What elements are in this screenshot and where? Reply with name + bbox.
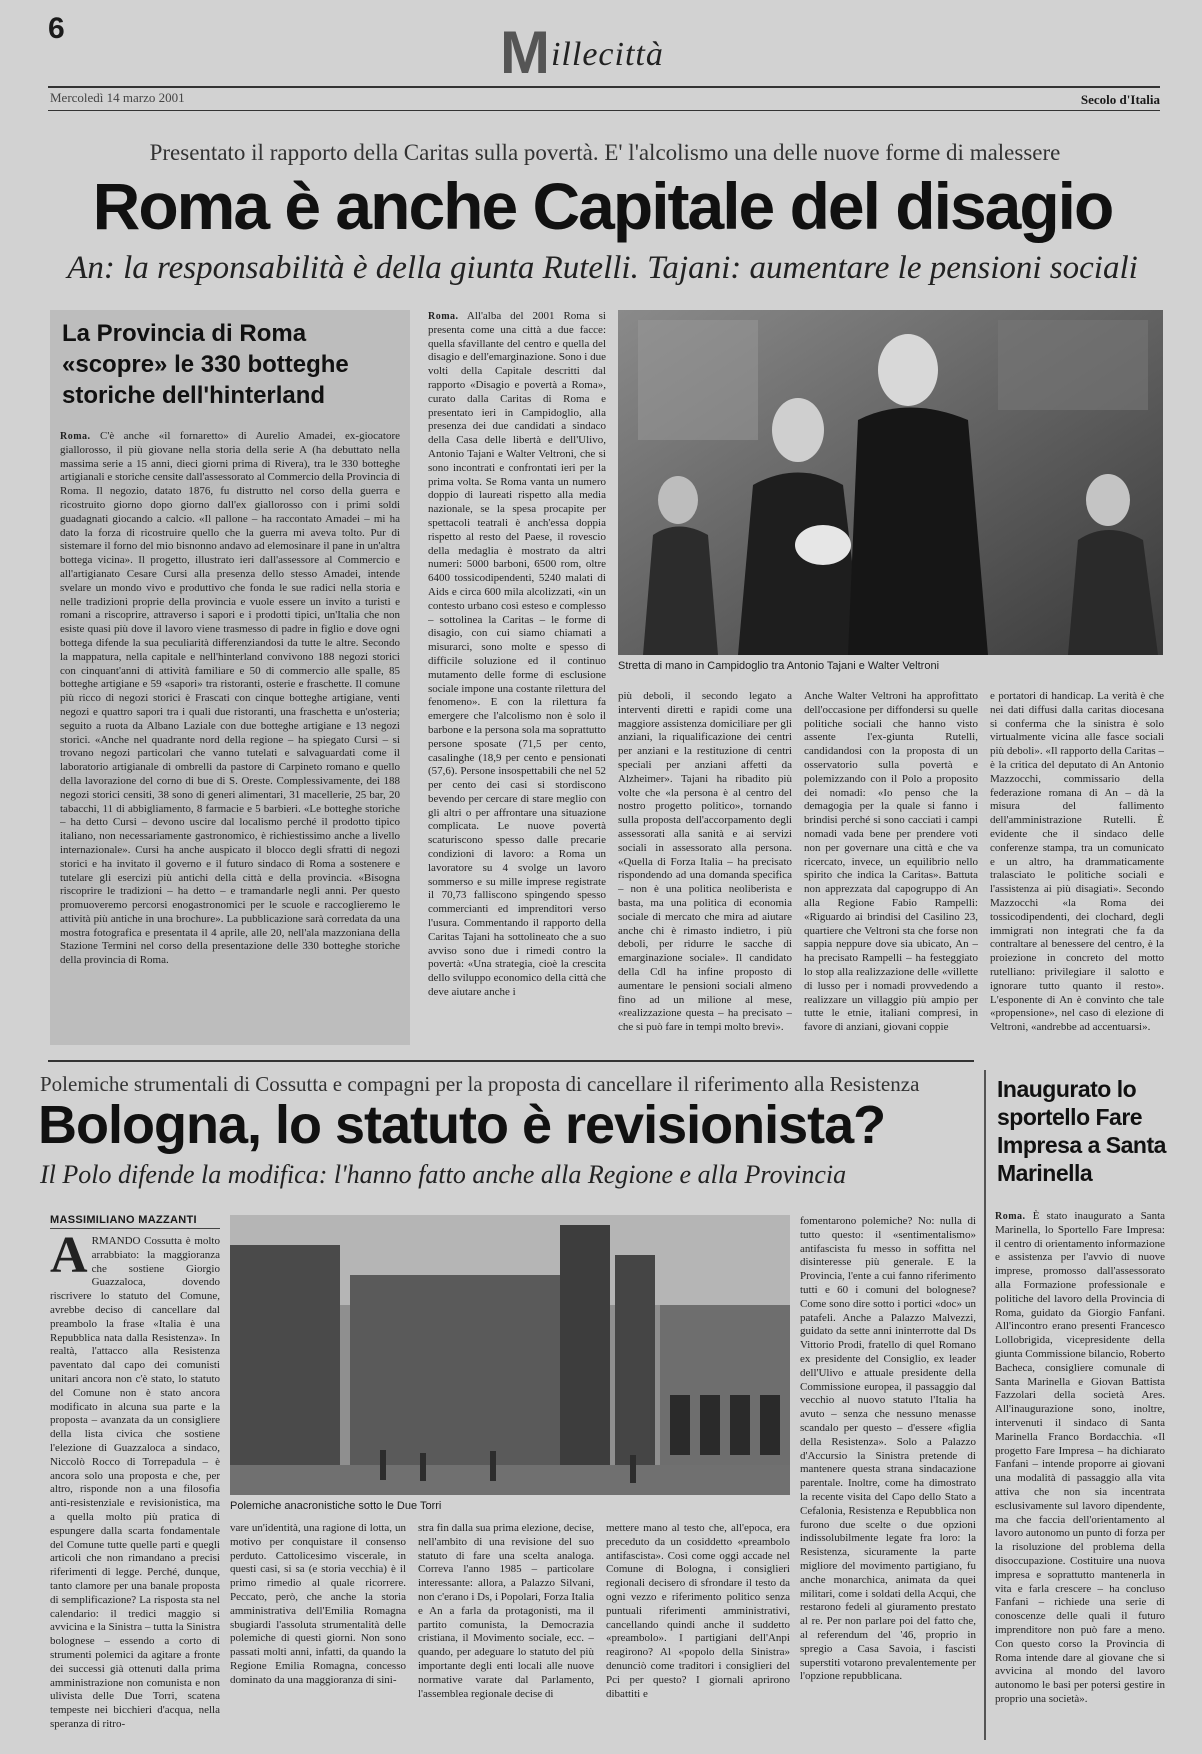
bologna-col-4: mettere mano al testo che, all'epoca, era preceduto da un cosiddetto «preambolo antifascista». Così come oggi accade nel Comune di Bologna, i consiglieri regionali decisero di sfrondare il testo da ogni vezzo e riferimento politico senza puntuali riferimenti amministrativi, cancellando quindi anche il suddetto «preambolo». I partigiani dell'Anpi reagirono? Al «popolo della Sinistra» denunciò come traditori i consiglieri del Pci per questo? I giornali aprirono dibattiti e [606, 1522, 790, 1700]
section-initial: M [500, 19, 551, 86]
masthead-rule-top [48, 86, 1160, 88]
bologna-col-1 [50, 1235, 220, 1740]
bologna-col-1-text: RMANDO Cossutta è molto arrabbiato: la maggioranza che sostiene Giorgio Guazzaloca, dovendo riscrivere lo statuto del Comune, avrebbe deciso di cancellare dal preambolo la frase «Italia è una Repubblica nata dalla Resistenza». In realtà, l'attacco alla Resistenza paventato dal capo dei comunisti unitari ancora non c'è stato, lo statuto del Comune non è stato ancora modificato in alcuna sua parte e la proposta – avanzata da un consigliere della lista civica che sostiene l'elezione di Guazzaloca a sindaco, Niccolò Rocco di Torrepadula – è ancora solo una proposta e che, per altro, risponde non a una filosofia anti-resistenziale e revisionistica, ma a quella molto più pratica di espungere dalla scarta fondamentale del Comune tutte quelle parti e quegli articoli che non rimandano a precisi riferimenti di legge. Perché, dunque, tanto clamore per una banale proposta di semplificazione? La risposta sta nel calendario: il tredici maggio si avvicina e la Sinistra – tutta la Sinistra bolognese – essendo a corto di strumenti polemici da agitare a fronte dei successi già ottenuti dalla prima amministrazione non comunista e non ulivista delle Due Torri, scatena tempeste nei bicchieri d'acqua, nella speranza di ritro- [50, 1235, 220, 1730]
towers-photo-icon [230, 1215, 790, 1495]
bologna-headline: Bologna, lo statuto è revisionista? [38, 1095, 886, 1155]
lead-headline: Roma è anche Capitale del disagio [92, 169, 1113, 243]
bologna-col-5: fomentarono polemiche? No: nulla di tutto questo: il «sentimentalismo» antifascista fu messo in soffitta nel disinteresse più generale. E la Provincia, l'ente a cui fanno riferimento tutti e 60 i comuni del bolognese? Come sono dire sotto i portici «doc» un patafeli. Anche a Palazzo Malvezzi, guidato da sette anni ininterrotte dal Ds Vittorio Prodi, fratello di quel Romano ex presidente del Consiglio, ex leader dell'Ulivo e attuale presidente della Commissione europea, il passaggio dal vecchio al nuovo statuto l'Italia ha avuto – senza che nessuno menasse scandalo per questo – d'essere «figlia della Resistenza». Solo a Palazzo d'Accursio la Sinistra pretende di mantenere questa strana sindacazione parentale. Inoltre, come ha dimostrato la recente visita del Capo dello Stato a Cefalonia, Resistenza e Repubblica non furono due scelte o due opzioni indissolubilmente legate fra loro: la Resistenza, sicuramente la parte migliore del movimento partigiano, fu anche monarchica, animata da quei militari, come i soldati della Acqui, che restarono fedeli al giuramento prestato al re. Per non parlare poi del fatto che, al referendum del '46, proprio in spregio a Casa Savoia, i fascisti superstiti votarono prevalentemente per l'opzione repubblicana. [800, 1215, 976, 1683]
side-text: C'è anche «il fornaretto» di Aurelio Amadei, ex-giocatore giallorosso, il più giovane nella storia della serie A (ha debuttato nella massima serie a 15 anni, dieci giorni prima di Rivera), tra le 330 botteghe artigianali e storiche censite dall'assessorato al Commercio della Provincia di Roma. Il negozio, datato 1876, fu distrutto nel corso della guerra e ricostruito giorno dopo giorno dall'ex giallorosso con i primi soldi guadagnati giocando a calcio. «Il pallone – ha raccontato Amadei – mi ha dato la forza di ricostruire quello che la guerra mi aveva tolto. Pur di sistemare il forno del mio bisnonno andavo ad elemosinare il pane in un'altra bottega vicina». Il progetto, illustrato ieri dall'assessore al Commercio e all'artigianato Cesare Cursi alla presenza dello stesso Amadei, intende svelare un mondo vivo e produttivo che fonda le sue radici nella storia e nelle tradizioni proprie della provincia e vuole essere un invito a turisti e romani a riscoprire, attraverso i sapori e i prodotti tipici, un'Italia che non esiste quasi più dove il lavoro viene trasmesso di padre in figlio e dove ogni bottega difende la sua peculiarità differenziandosi da tutte le altre. Secondo la mappatura, nella capitale e nell'hinterland convivono 188 negozi storici con cinquant'anni di attività familiare e 50 di commercio alle spalle, 85 botteghe artigiane e 59 «sapori» tra ristoranti, osterie e fraschette. Il comune più ricco di negozi storici è Frascati con cinque botteghe artigiane, venti negozi e quattro sapori tra i quali due ristoranti, una fraschetta e un'osteria; seguito a ruota da Albano Laziale con due botteghe artigiane e 13 negozi storici. «Anche nel quadrante nord della regione – ha spiegato Cursi – si trovano negozi particolari che vanno tutelati e salvaguardati come il laboratorio artigianale di ombrelli da pastore di Carpineto romano e quello della lavorazione del corno di bue di S. Oreste. Complessivamente, dei 188 negozi storici censiti, 38 sono di generi alimentari, 31 macellerie, 25 bar, 20 tabacchi, 11 di abbigliamento, 8 farmacie e 5 barbieri. «Le botteghe storiche – ha detto Cursi – devono uscire dal localismo perché il prodotto tipico italiano, non necessariamente gastronomico, è richiestissimo anche a livello internazionale». Cursi ha anche auspicato il blocco degli sfratti di negozi storici e ha invitato il governo e il futuro sindaco di Roma a sostenere e tutelare gli esercizi più antichi della città e della provincia. «Bisogna riscoprire le tradizioni – ha detto – e tramandarle negli anni. Per questo promuoveremo percorsi enogastronomici per le scuole e raccoglieremo le attività più antiche in una brochure». La pubblicazione sarà corredata da una mostra fotografica e presentata il 4 aprile, alle 20, nell'ala mazzoniana della Stazione Termini nel corso della presentazione delle 330 botteghe storiche della provincia di Roma. [60, 430, 400, 967]
lead-col-3: Anche Walter Veltroni ha approfittato dell'occasione per diffondersi su quelle politiche sociali che hanno visto assente l'ex-giunta Rutelli, candidandosi con la proposta di un osservatorio sulla povertà e polemizzando con il Polo a proposito dei nomadi: «Io penso che la demagogia per la quale si fanno i brindisi perché si sono cacciati i campi nomadi vada bene per prendere voti non per governare una città e che va ricercato, invece, un equilibrio nello spirito che indica la Caritas». Battuta non apprezzata dal capogruppo di An alla Regione Fabio Rampelli: «Riguardo ai brindisi del Casilino 23, quartiere che Veltroni sta che forse non sappia neppure dove sia ubicato, An – ha precisato Rampelli – ha festeggiato lo stop alla realizzazione delle «villette di lusso per i nomadi provvedendo a realizzare un villaggio più ampio per tutte le etnie, italiani compresi, in favore di anziani, giovani coppie [804, 690, 978, 1034]
bologna-col-2: vare un'identità, una ragione di lotta, un motivo per conquistare il consenso perduto. Cattolicesimo viscerale, in questi casi, si sa (e storia vecchia) è il primo rimedio al quale ricorrere. Peccato, però, che anche la storia amministrativa dell'Emilia Romagna sbugiardi l'assoluta strumentalità delle polemiche di questi giorni. Non sono passati molti anni, infatti, da quando la Regione Emilia Romagna, concesso dominato da una maggioranza di sini- [230, 1522, 406, 1686]
bologna-photo [230, 1215, 790, 1495]
lead-dateline: Roma. [428, 311, 459, 322]
box-dateline: Roma. [995, 1211, 1026, 1222]
lead-photo-caption: Stretta di mano in Campidoglio tra Antonio Tajani e Walter Veltroni [618, 660, 940, 672]
dateline: Mercoledì 14 marzo 2001 [50, 90, 185, 105]
bologna-byline: MASSIMILIANO MAZZANTI [50, 1214, 220, 1229]
box-headline: Inaugurato lo sportello Fare Impresa a Santa Marinella [997, 1076, 1166, 1186]
bologna-photo-caption: Polemiche anacronistiche sotto le Due Torri [230, 1500, 442, 1512]
bologna-kicker: Polemiche strumentali di Cossutta e compagni per la proposta di cancellare il riferimento alla Resistenza [40, 1072, 920, 1096]
bologna-dropcap: A [50, 1235, 88, 1284]
side-dateline: Roma. [60, 431, 91, 442]
lead-col-1 [428, 310, 606, 1045]
section-rest: illecittà [550, 36, 664, 73]
lead-col-4: e portatori di handicap. La verità è che nei dati diffusi dalla caritas diocesana si conferma che la sinistra è solo virtualmente vicina alle fasce sociali più deboli». «Il rapporto della Caritas – è la critica del deputato di An Antonio Mazzocchi, commissario della federazione romana di An – dà la misura del fallimento dell'amministrazione Rutelli. È evidente che il sindaco delle conferenze stampa, tra un comunicato e un altro, ha drammaticamente tralasciato le politiche sociali e l'assistenza ai più disagiati». Secondo Mazzocchi «la Roma dei tossicodipendenti, dei clochard, degli immigrati non integrati che fa da contraltare al benessere del centro, è la proiezione in concreto del motto rutelliano: privilegiare il salotto e ignorare tutto quanto il resto». L'esponente di An è convinto che tale «propensione», nel caso di elezione di Veltroni, «andrebbe ad accentuarsi». [990, 690, 1164, 1034]
box-text: È stato inaugurato a Santa Marinella, lo Sportello Fare Impresa: il centro di orientamento informazione e assistenza per l'avvio di nuove imprese, promosso dall'assessorato alla Formazione professionale e politiche del lavoro della Provincia di Roma, guidato da Giorgio Fanfani. All'incontro erano presenti Francesco Lollobrigida, vicepresidente della giunta Commissione bilancio, Roberto Bacheca, consigliere comunale di Santa Marinella e Giovan Battista Fazzolari della società Ares. All'inaugurazione sono, inoltre, intervenuti il sindaco di Santa Marinella Franco Bordacchia. «Il progetto Fare Impresa – ha dichiarato Fanfani – intende proporre ai giovani una modalità di passaggio alla vita attiva che non sia incentrata esclusivamente sul lavoro dipendente, ma che faccia dell'orientamento al lavoro autonomo un punto di forza per la risoluzione del problema della disoccupazione. Costituire una nuova impresa e soprattutto mantenerla in vita e farla crescere – ha concluso Fanfani – richiede una serie di conoscenze delle quali il futuro imprenditore non può fare a meno. Con questo corso la Provincia di Roma intende dare al giovane che si avvicina al mondo del lavoro autonomo le basi per potersi gestire in proprio una società». [995, 1210, 1165, 1705]
box-body [995, 1210, 1165, 1740]
column-divider [984, 1070, 986, 1740]
lead-kicker: Presentato il rapporto della Caritas sulla povertà. E' l'alcolismo una delle nuove forme di malessere [149, 140, 1061, 165]
side-headline: La Provincia di Roma «scopre» le 330 botteghe storiche dell'hinterland [62, 320, 349, 409]
newspaper-name: Secolo d'Italia [1080, 92, 1160, 107]
section-title [500, 18, 664, 87]
page-number: 6 [48, 12, 65, 45]
bologna-deck: Il Polo difende la modifica: l'hanno fatto anche alla Regione e alla Provincia [40, 1160, 847, 1189]
masthead-rule-bottom [48, 110, 1160, 111]
handshake-photo-icon [618, 310, 1163, 655]
lead-photo [618, 310, 1163, 655]
side-body [60, 430, 400, 1035]
lead-col-2: più deboli, il secondo legato a interventi diretti e rapidi come una maggiore assistenza domiciliare per gli anziani, la riqualificazione dei centri per anziani e la restituzione di centri speciali per anziani affetti da Alzheimer». Tajani ha ribadito più volte che «la persona è al centro del nostro progetto politico», tornando sulla proposta dell'accorpamento degli assessorati alla sanità e ai servizi sociali in assessorato alla persona. «Quella di Forza Italia – ha precisato rispondendo ad una domanda specifica – non è una politica neoliberista e basta, ma una politica di economia sociale di mercato che mira ad aiutare anche chi è rimasto indietro, i più deboli, per ridurre le sacche di emarginazione sociale». Il candidato della Cdl ha infine proposto di aumentare le pensioni sociali almeno fino ad un milione al mese, «realizzazione questa – ha precisato – che si può fare in tempi molto brevi». [618, 690, 792, 1034]
bologna-col-3: stra fin dalla sua prima elezione, decise, nell'ambito di una revisione del suo statuto di fare una scelta analoga. Correva l'anno 1985 – particolare interessante: allora, a Palazzo Silvani, non c'erano i Ds, i Popolari, Forza Italia e An a farla da protagonisti, ma il partito comunista, la Democrazia cristiana, il Movimento sociale, ecc. – quando, per adeguare lo statuto del più importante degli enti locali alle nuove normative varate dal Parlamento, l'assemblea regionale decise di [418, 1522, 594, 1700]
lead-col-1-text: All'alba del 2001 Roma si presenta come una città a due facce: quella sfavillante del centro e quella del disagio e dell'emarginazione. Sono i due volti della Capitale descritti dal rapporto «Disagio e povertà a Roma», curato dalla Caritas di Roma e presentato ieri in Campidoglio, alla presenza dei due candidati a sindaco della Casa delle libertà e dell'Ulivo, Antonio Tajani e Walter Veltroni, che si sono incontrati e confrontati ieri per la prima volta. Se Roma vanta un numero doppio di laureati rispetto alla media nazionale, se la spesa procapite per spettacoli teatrali è anch'essa doppia rispetto al resto del Paese, il rovescio della medaglia è mostrato da altri numeri: 5000 barboni, 6500 rom, oltre 6400 tossicodipendenti, 5240 malati di Aids e circa 600 mila alcolizzati, «in un contesto urbano così esteso e complesso – sottolinea la Caritas – le forme di disagio, con cui siamo chiamati a misurarci, sono molte e spesso di difficile soluzione ed il continuo mutamento delle forme di esclusione sociale impone una costante rilettura del fenomeno». E con la rilettura fa emergere che l'alcolismo non è solo il barbone e la persona sola ma soprattutto persone sposate (71,5 per cento, casalinghe (18,9 per cento e pensionati (57,6). Persone insospettabili che nel 52 per cento dei casi si stordiscono bevendo per cercare di stare meglio con gli altri o per affrontare una situazione complicata. Le nuove povertà scaturiscono spesso dalle precarie condizioni di lavoro: a Roma un lavoratore su 4 svolge un lavoro sommerso e su mille imprese registrate il 70,73 falliscono spingendo spesso commercianti ed imprenditori verso l'usura. Commentando il rapporto della Caritas Tajani ha sottolineato che a suo avviso sono due i rimedi contro la povertà: «Una strategia, cioè la crescita dello sviluppo economico della città che deve aiutare anche i [428, 310, 606, 999]
bologna-rule [48, 1060, 974, 1062]
lead-deck: An: la responsabilità è della giunta Rutelli. Tajani: aumentare le pensioni sociali [67, 250, 1138, 286]
